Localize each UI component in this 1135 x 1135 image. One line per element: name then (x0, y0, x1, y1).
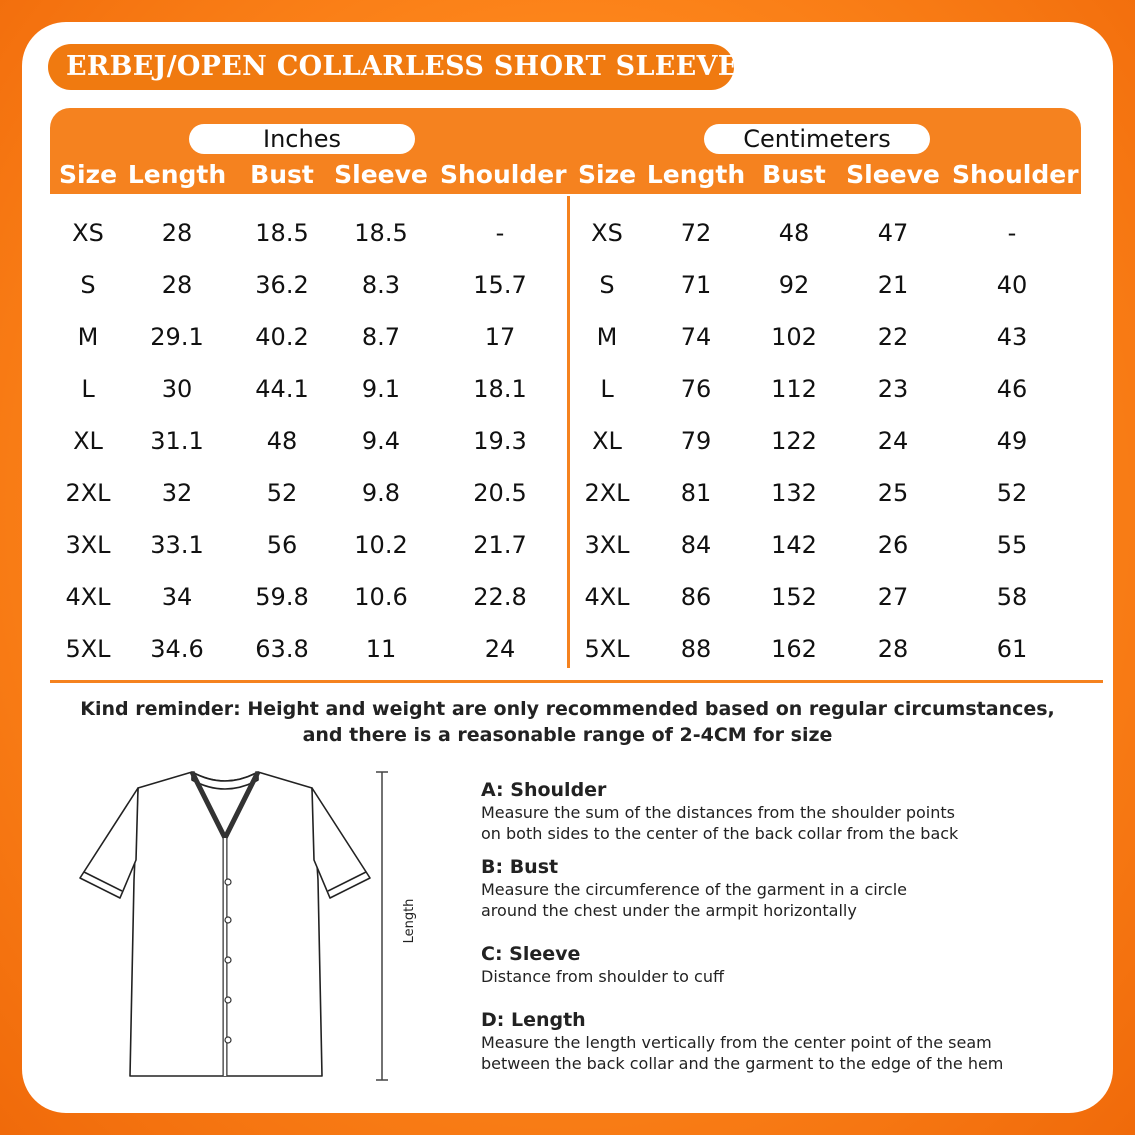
measure-length (481, 1008, 1101, 1074)
measure-line: Measure the length vertically from the center point of the seam (481, 1033, 992, 1052)
measure-line: Distance from shoulder to cuff (481, 967, 724, 986)
column-header: Size (58, 160, 118, 189)
table-row (0, 213, 1135, 253)
table-cell: 26 (877, 531, 909, 559)
table-row (0, 265, 1135, 305)
table-cell: 63.8 (255, 635, 309, 663)
table-cell: 28 (161, 219, 193, 247)
measure-shoulder (481, 778, 1101, 844)
measure-title: D: Length (481, 1009, 586, 1031)
table-cell: 59.8 (255, 583, 309, 611)
table-cell: 3XL (584, 531, 630, 559)
table-cell: XS (72, 219, 104, 247)
table-cell: 92 (778, 271, 810, 299)
table-cell: 30 (161, 375, 193, 403)
table-cell: 71 (680, 271, 712, 299)
section-divider (50, 680, 1103, 683)
table-cell: 10.2 (354, 531, 408, 559)
table-cell: 56 (266, 531, 298, 559)
length-measure-arrow (370, 770, 400, 1082)
column-header: Bust (762, 160, 826, 189)
table-cell: M (596, 323, 618, 351)
table-cell: 25 (877, 479, 909, 507)
table-cell: 19.3 (473, 427, 527, 455)
table-cell: 84 (680, 531, 712, 559)
table-cell: 49 (996, 427, 1028, 455)
table-cell: 34.6 (150, 635, 204, 663)
table-cell: 46 (996, 375, 1028, 403)
table-cell: L (600, 375, 614, 403)
table-cell: 18.5 (255, 219, 309, 247)
table-cell: S (80, 271, 96, 299)
length-label: Length (402, 898, 417, 944)
measure-line: between the back collar and the garment to the edge of the hem (481, 1054, 1004, 1073)
table-row (0, 369, 1135, 409)
measure-sleeve (481, 942, 1101, 987)
column-header: Bust (250, 160, 314, 189)
table-cell: 27 (877, 583, 909, 611)
table-cell: 9.4 (361, 427, 401, 455)
table-row (0, 317, 1135, 357)
table-cell: 23 (877, 375, 909, 403)
table-cell: 40.2 (255, 323, 309, 351)
table-cell: 32 (161, 479, 193, 507)
measure-line: Measure the sum of the distances from the shoulder points (481, 803, 955, 822)
table-cell: 72 (680, 219, 712, 247)
measure-line: on both sides to the center of the back collar from the back (481, 824, 959, 843)
table-cell: 24 (484, 635, 516, 663)
table-cell: XS (591, 219, 623, 247)
table-cell: 9.1 (361, 375, 401, 403)
table-cell: 10.6 (354, 583, 408, 611)
table-cell: 28 (877, 635, 909, 663)
column-header: Shoulder (440, 160, 567, 189)
table-cell: 44.1 (255, 375, 309, 403)
table-row (0, 577, 1135, 617)
table-cell: 8.7 (361, 323, 401, 351)
table-cell: 142 (771, 531, 817, 559)
chart-title: ERBEJ/OPEN COLLARLESS SHORT SLEEVES (48, 44, 734, 90)
table-cell: 5XL (65, 635, 111, 663)
column-header: Length (127, 160, 227, 189)
table-cell: 2XL (65, 479, 111, 507)
table-cell: 33.1 (150, 531, 204, 559)
measure-bust (481, 855, 1101, 921)
table-cell: L (81, 375, 95, 403)
table-cell: 29.1 (150, 323, 204, 351)
table-cell: 48 (266, 427, 298, 455)
measure-title: B: Bust (481, 856, 559, 878)
table-cell: 17 (484, 323, 516, 351)
table-cell: 18.1 (473, 375, 527, 403)
table-cell: 112 (771, 375, 817, 403)
column-header: Sleeve (846, 160, 940, 189)
table-cell: 86 (680, 583, 712, 611)
table-cell: 132 (771, 479, 817, 507)
table-cell: 4XL (65, 583, 111, 611)
table-cell: 55 (996, 531, 1028, 559)
table-cell: 58 (996, 583, 1028, 611)
table-cell: 162 (771, 635, 817, 663)
table-cell: 5XL (584, 635, 630, 663)
table-cell: 61 (996, 635, 1028, 663)
measure-title: C: Sleeve (481, 943, 581, 965)
column-header: Shoulder (952, 160, 1079, 189)
table-cell: 4XL (584, 583, 630, 611)
table-cell: XL (73, 427, 103, 455)
column-header: Size (577, 160, 637, 189)
table-cell: 21 (877, 271, 909, 299)
table-cell: 76 (680, 375, 712, 403)
kind-reminder (40, 696, 1095, 748)
measure-line: around the chest under the armpit horizontally (481, 901, 857, 920)
table-row (0, 629, 1135, 669)
inches-label: Inches (189, 124, 415, 154)
table-cell: 9.8 (361, 479, 401, 507)
reminder-line-2: and there is a reasonable range of 2-4CM for size (302, 724, 833, 746)
table-cell: 43 (996, 323, 1028, 351)
table-cell: 81 (680, 479, 712, 507)
table-cell: 31.1 (150, 427, 204, 455)
table-cell: 40 (996, 271, 1028, 299)
column-header: Sleeve (334, 160, 428, 189)
table-cell: 11 (365, 635, 397, 663)
table-cell: 74 (680, 323, 712, 351)
table-cell: 47 (877, 219, 909, 247)
table-cell: 152 (771, 583, 817, 611)
table-cell: 21.7 (473, 531, 527, 559)
table-cell: - (495, 219, 505, 247)
column-header: Length (646, 160, 746, 189)
table-cell: 52 (996, 479, 1028, 507)
measure-line: Measure the circumference of the garment in a circle (481, 880, 907, 899)
shirt-diagram (60, 760, 390, 1090)
table-cell: 102 (771, 323, 817, 351)
table-cell: M (77, 323, 99, 351)
table-row (0, 421, 1135, 461)
table-cell: 28 (161, 271, 193, 299)
table-cell: 79 (680, 427, 712, 455)
table-cell: 24 (877, 427, 909, 455)
table-cell: 2XL (584, 479, 630, 507)
table-cell: 22 (877, 323, 909, 351)
table-cell: 36.2 (255, 271, 309, 299)
table-row (0, 525, 1135, 565)
table-cell: 88 (680, 635, 712, 663)
table-cell: - (1007, 219, 1017, 247)
table-cell: 3XL (65, 531, 111, 559)
table-cell: 20.5 (473, 479, 527, 507)
measure-title: A: Shoulder (481, 779, 607, 801)
table-cell: S (599, 271, 615, 299)
table-row (0, 473, 1135, 513)
table-cell: 48 (778, 219, 810, 247)
table-cell: XL (592, 427, 622, 455)
table-cell: 22.8 (473, 583, 527, 611)
table-cell: 8.3 (361, 271, 401, 299)
table-cell: 18.5 (354, 219, 408, 247)
table-cell: 52 (266, 479, 298, 507)
table-cell: 34 (161, 583, 193, 611)
table-cell: 15.7 (473, 271, 527, 299)
reminder-line-1: Kind reminder: Height and weight are only recommended based on regular circumstances, (80, 698, 1055, 720)
table-cell: 122 (771, 427, 817, 455)
centimeters-label: Centimeters (704, 124, 930, 154)
